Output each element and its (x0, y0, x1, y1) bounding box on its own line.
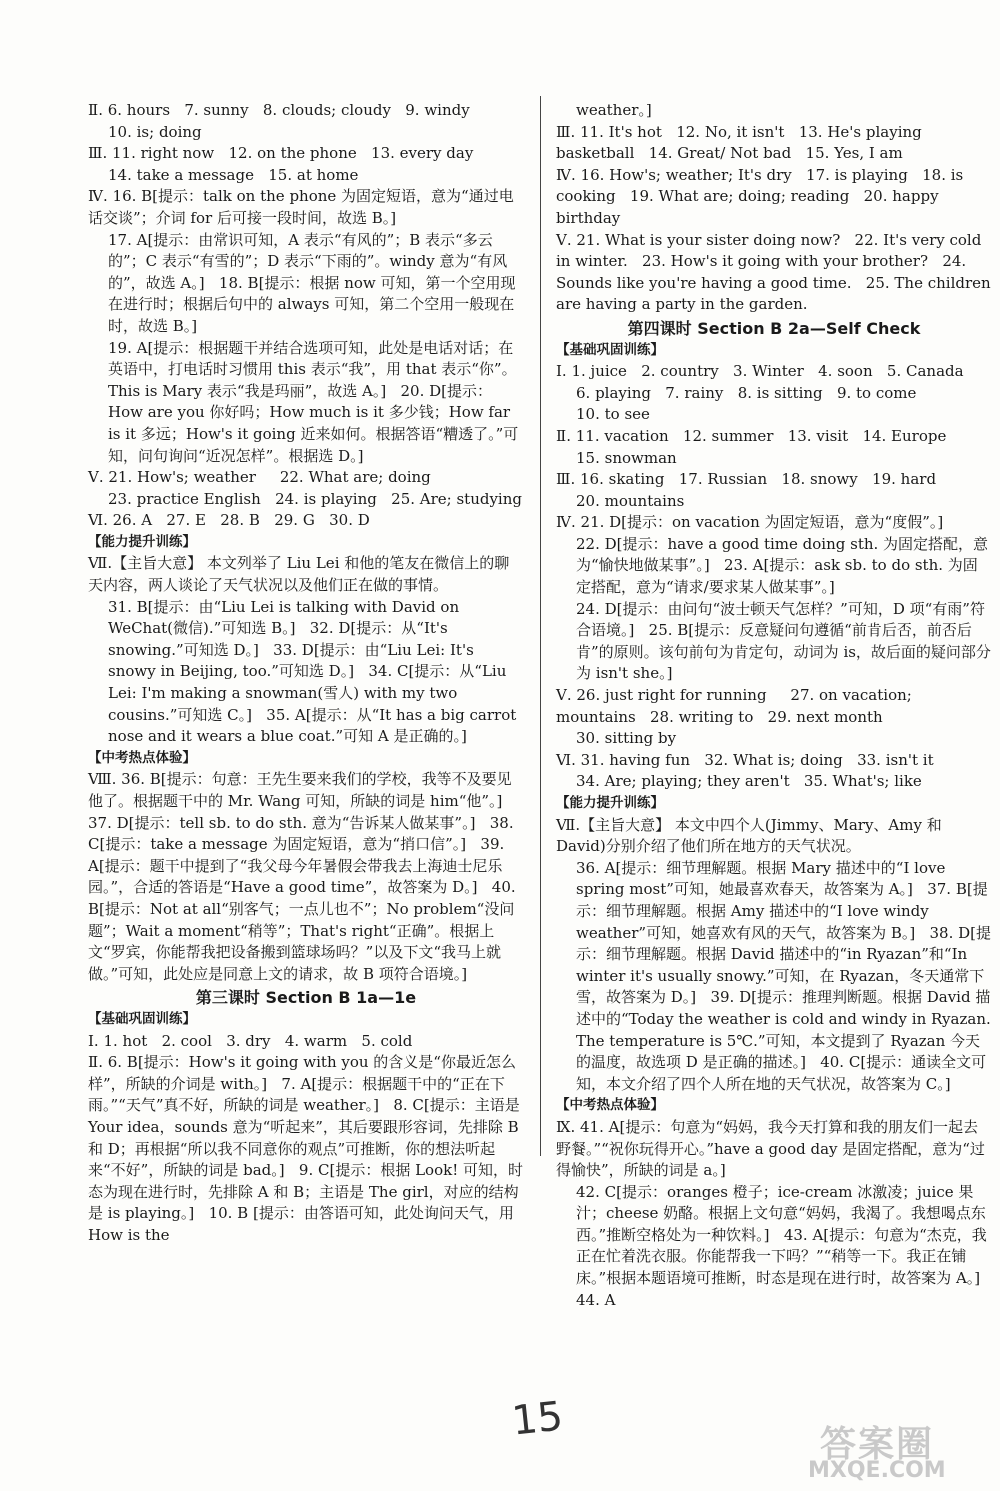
answer-line: Ⅶ.【主旨大意】 本文列举了 Liu Lei 和他的笔友在微信上的聊天内容，两人谈论了天气状况以及他们正在做的事情。 (88, 554, 510, 595)
answer-line: 24. D[提示：由问句“波士顿天气怎样？”可知，D 项“有雨”符合语境。] 25. B[提示：反意疑问句遵循“前肯后否，前否后肯”的原则。该句前句为肯定句，动词为 is，故后面的疑问部分为 isn't she。] (576, 599, 991, 683)
answer-line: 10. is; doing (108, 122, 202, 141)
answer-line: 36. A[提示：细节理解题。根据 Mary 描述中的“I love spring most”可知，她最喜欢春天，故答案为 A。] 37. B[提示：细节理解题。根据 Amy 描述中的“I love windy weather”可知，她喜欢有风的天气，故答案为 B。] 38. D[提示：细节理解题。根据 David 描述中的“in Ryazan”和“In winter it's usually snowy.”可知，在 Ryazan，冬天通常下雪，故答案为 D。] 39. D[提示：推理判断题。根据 David 描述中的“Today the weather is cold and windy in Ryazan. The temperature is 5℃.”可知，本文提到了 Ryazan 今天的温度，故选项 D 是正确的描述。] 40. C[提示：通读全文可知，本文介绍了四个人所在地的天气状况，故答案为 C。] (576, 858, 996, 1093)
answer-line: 34. Are; playing; they aren't 35. What's; like (576, 772, 922, 791)
answer-line: Ⅳ. 21. D[提示：on vacation 为固定短语，意为“度假”。] (556, 513, 944, 532)
answer-line: 20. mountains (576, 491, 685, 510)
answer-line: Ⅳ. 16. How's; weather; It's dry 17. is playing 18. is cooking 19. What are; doing; reading 20. happy birthday (556, 165, 969, 227)
answer-line: Ⅸ. 41. A[提示：句意为“妈妈，我今天打算和我的朋友们一起去野餐。”“祝你玩得开心。”have a good day 是固定搭配，意为“过得愉快”，所缺的词是 a。] (556, 1117, 985, 1180)
section-tag: 【基础巩固训练】 (88, 1010, 196, 1027)
answer-line: Ⅲ. 11. It's hot 12. No, it isn't 13. He's playing basketball 14. Great/ Not bad 15. Yes, I am (556, 122, 927, 163)
answer-line: 15. snowman (576, 448, 677, 467)
answer-line: 30. sitting by (576, 729, 677, 748)
answer-line: Ⅱ. 11. vacation 12. summer 13. visit 14. Europe (556, 426, 947, 445)
watermark-logo: 答案圈 (820, 1424, 935, 1465)
answer-line: 31. B[提示：由“Liu Lei is talking with David on WeChat(微信).”可知选 B。] 32. D[提示：从“It's snowing.”可知选 D。] 33. D[提示：由“Liu Lei: It's snowy in Beijing, too.”可知选 D。] 34. C[提示：从“Liu Lei: I'm making a snowman(雪人) with my two cousins.”可知选 C。] 35. A[提示：从“It has a big carrot nose and it wears a blue coat.”可知 A 是正确的。] (108, 597, 522, 746)
answer-line: 14. take a message 15. at home (108, 165, 359, 184)
answer-line: Ⅶ.【主旨大意】 本文中四个人(Jimmy、Mary、Amy 和 David)分别介绍了他们所在地方的天气状况。 (556, 815, 947, 856)
answer-line: 19. A[提示：根据题干并结合选项可知，此处是电话对话；在英语中，打电话时习惯用 this 表示“我”，用 that 表示“你”。This is Mary 表示“我是玛丽”，故选 A。] 20. D[提示：How are you 你好吗；How much is it 多少钱；How far is it 多远；How's it going 近来如何。根据答语“糟透了。”可知，问句询问“近况怎样”。根据选 D。] (108, 338, 519, 465)
section-tag: 【中考热点体验】 (556, 1097, 664, 1114)
answer-line: 42. C[提示：oranges 橙子；ice-cream 冰激凌；juice 果汁；cheese 奶酪。根据上文句意“妈妈，我渴了。我想喝点东西。”推断空格处为一种饮料。] 43. A[提示：句意为“杰克，我正在忙着洗衣服。你能帮我一下吗？”“稍等一下。我正在铺床。”根据本题语境可推断，时态是现在进行时，故答案为 A。] 44. A (576, 1182, 995, 1309)
answer-line: Ⅰ. 1. hot 2. cool 3. dry 4. warm 5. cold (88, 1031, 413, 1050)
answer-line: Ⅴ. 21. How's; weather 22. What are; doing (88, 468, 431, 487)
column-divider (540, 96, 541, 1156)
answer-line: 6. playing 7. rainy 8. is sitting 9. to come (576, 383, 917, 402)
answer-line: 10. to see (576, 405, 650, 424)
answer-line: Ⅱ. 6. B[提示：How's it going with you 的含义是“你最近怎么样”，所缺的介词是 with。] 7. A[提示：根据题干中的“正在下雨。”“天气”真不好，所缺的词是 weather。] 8. C[提示：主语是 Your idea，sounds 意为“听起来”，其后要跟形容词，先排除 B 和 D；再根据“所以我不同意你的观点”可推断，你的想法听起来“不好”，所缺的词是 bad。] 9. C[提示：根据 Look! 可知，时态为现在进行时，先排除 A 和 B；主语是 The girl，对应的结构是 is playing。] 10. B [提示：由答语可知，此处询问天气，用 How is the (88, 1053, 525, 1244)
section-tag: 【基础巩固训练】 (556, 341, 664, 358)
answer-line: Ⅴ. 26. just right for running 27. on vacation; mountains 28. writing to 29. next month (556, 686, 917, 726)
watermark-url: MXQE.COM (808, 1458, 946, 1483)
answer-line: Ⅵ. 26. A 27. E 28. B 29. G 30. D (88, 511, 370, 530)
answer-line: Ⅲ. 11. right now 12. on the phone 13. every day (88, 144, 474, 163)
answer-line: Ⅴ. 21. What is your sister doing now? 22. It's very cold in winter. 23. How's it going with your brother? 24. Sounds like you're having a good time. 25. The children are having a party in the garden. (556, 230, 996, 314)
section-heading: 第三课时 Section B 1a—1e (195, 988, 417, 1008)
watermark (800, 1416, 990, 1486)
left-column (88, 100, 524, 1246)
answer-line: weather。] (576, 101, 652, 119)
section-tag: 【能力提升训练】 (556, 795, 664, 811)
section-tag: 【能力提升训练】 (88, 533, 196, 550)
section-tag: 【中考热点体验】 (88, 749, 196, 766)
section-heading: 第四课时 Section B 2a—Self Check (627, 318, 921, 338)
answer-line: Ⅵ. 31. having fun 32. What is; doing 33. isn't it (556, 750, 934, 769)
answer-line: Ⅳ. 16. B[提示：talk on the phone 为固定短语，意为“通过电话交谈”；介词 for 后可接一段时间，故选 B。] (88, 187, 514, 227)
answer-line: Ⅷ. 36. B[提示：句意：王先生要来我们的学校，我等不及要见他了。根据题干中的 Mr. Wang 可知，所缺的词是 him“他”。] 37. D[提示：tell sb. to do sth. 意为“告诉某人做某事”。] 38. C[提示：take a message 为固定短语，意为“捎口信”。] 39. A[提示：题干中提到了“我父母今年暑假会带我去上海迪士尼乐园。”，合适的答语是“Have a good time”，故答案为 D。] 40. B[提示：Not at all“别客气；一点儿也不”；No problem“没问题”；Wait a moment“稍等”；That's right“正确”。根据上文“罗宾，你能帮我把设备搬到篮球场吗？”以及下文“我马上就做。”可知，此处应是同意上文的请求，故 B 项符合语境。] (88, 770, 521, 983)
answer-line: Ⅱ. 6. hours 7. sunny 8. clouds; cloudy 9. windy (88, 101, 470, 119)
answer-line: 22. D[提示：have a good time doing sth. 为固定搭配，意为“愉快地做某事”。] 23. A[提示：ask sb. to do sth. 为固定搭配，意为“请求/要求某人做某事”。] (576, 534, 989, 597)
answer-line: Ⅲ. 16. skating 17. Russian 18. snowy 19. hard (556, 470, 937, 489)
right-column (556, 100, 996, 1311)
answer-line: 23. practice English 24. is playing 25. Are; studying (108, 489, 522, 508)
answer-line: Ⅰ. 1. juice 2. country 3. Winter 4. soon 5. Canada (556, 362, 964, 381)
answer-line: 17. A[提示：由常识可知，A 表示“有风的”；B 表示“多云的”；C 表示“有雪的”；D 表示“下雨的”。windy 意为“有风的”，故选 A。] 18. B[提示：根据 now 可知，第一个空用现在进行时；根据后句中的 always 可知，第二个空用一般现在时，故选 B。] (108, 230, 516, 335)
page-number: 15 (509, 1393, 566, 1445)
